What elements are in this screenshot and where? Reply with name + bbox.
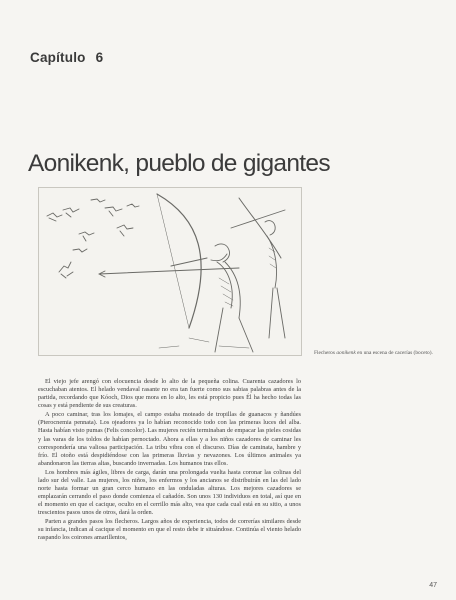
chapter-label: Capítulo [30, 50, 86, 65]
figure-caption [314, 350, 434, 357]
paragraph: El viejo jefe arengó con elocuencia desde lo alto de la pequeña colina. Cuarenta cazadores lo escuchaban atentos. El helado vendaval rasante no era tan fuerte como sus sabias palabras antes de la partida, recordando que Kóoch, Dios que mora en lo alto, les está propicio pues Él ha hecho todas las cosas y está pendiente de sus creaturas. [38, 378, 301, 410]
caption-suffix: en una escena de cacerías (boceto). [355, 350, 433, 356]
page-number: 47 [429, 582, 437, 589]
chapter-number: 6 [95, 50, 104, 65]
page-title: Aonikenk, pueblo de gigantes [28, 150, 330, 177]
body-text [38, 378, 301, 544]
caption-prefix: Flecheros [314, 350, 337, 356]
caption-italic-term: aonikenk [336, 350, 356, 356]
chapter-heading [30, 50, 103, 65]
illustration-archers-sketch [38, 187, 302, 356]
paragraph: Parten a grandes pasos los flecheros. Largos años de experiencia, todos de correrías similares desde su infancia, indican al cacique el momento en que el resto debe ir situándose. Continúa el viento helado raspando los coirones amarillentos, [38, 518, 301, 542]
archers-sketch-drawing [39, 188, 301, 355]
paragraph: A poco caminar, tras los lomajes, el campo estaba moteado de tropillas de guanacos y ñandúes (Pterocnemia pennata). Los ojeadores ya lo habían reconocido todo con las primeras luces del alba. Hasta habían visto pumas (Felis concolor). Las mujeres recién terminaban de empacar las pieles cosidas y las varas de los toldos de habían pernoctado. Ahora a ellas y a los niños cazadores de caminar les correspondería una valiosa participación. La tribu vibra con el discurso. Días de caminata, hambre y frío. El otoño está despidiéndose con las primeras lluvias y nevazones. Los últimos animales ya abandonaron las tierras altas, buscando invernadas. Los humanos tras ellos. [38, 411, 301, 467]
paragraph: Los hombres más ágiles, libres de carga, darán una prolongada vuelta hasta coronar las colinas del lado sur del valle. Las mujeres, los niños, los enfermos y los ancianos se distribuirán en las del lado norte hasta formar un gran cerco humano en las onduladas alturas. Los mejores cazadores se emplazarán cerrando el paso donde comienza el cañadón. Son unos 130 individuos en total, así que en el momento en que el cacique, oculto en el cerrillo más alto, vea que cada cual está en su sitio, a unos trescientos pasos unos de otros, dará la orden. [38, 468, 301, 517]
